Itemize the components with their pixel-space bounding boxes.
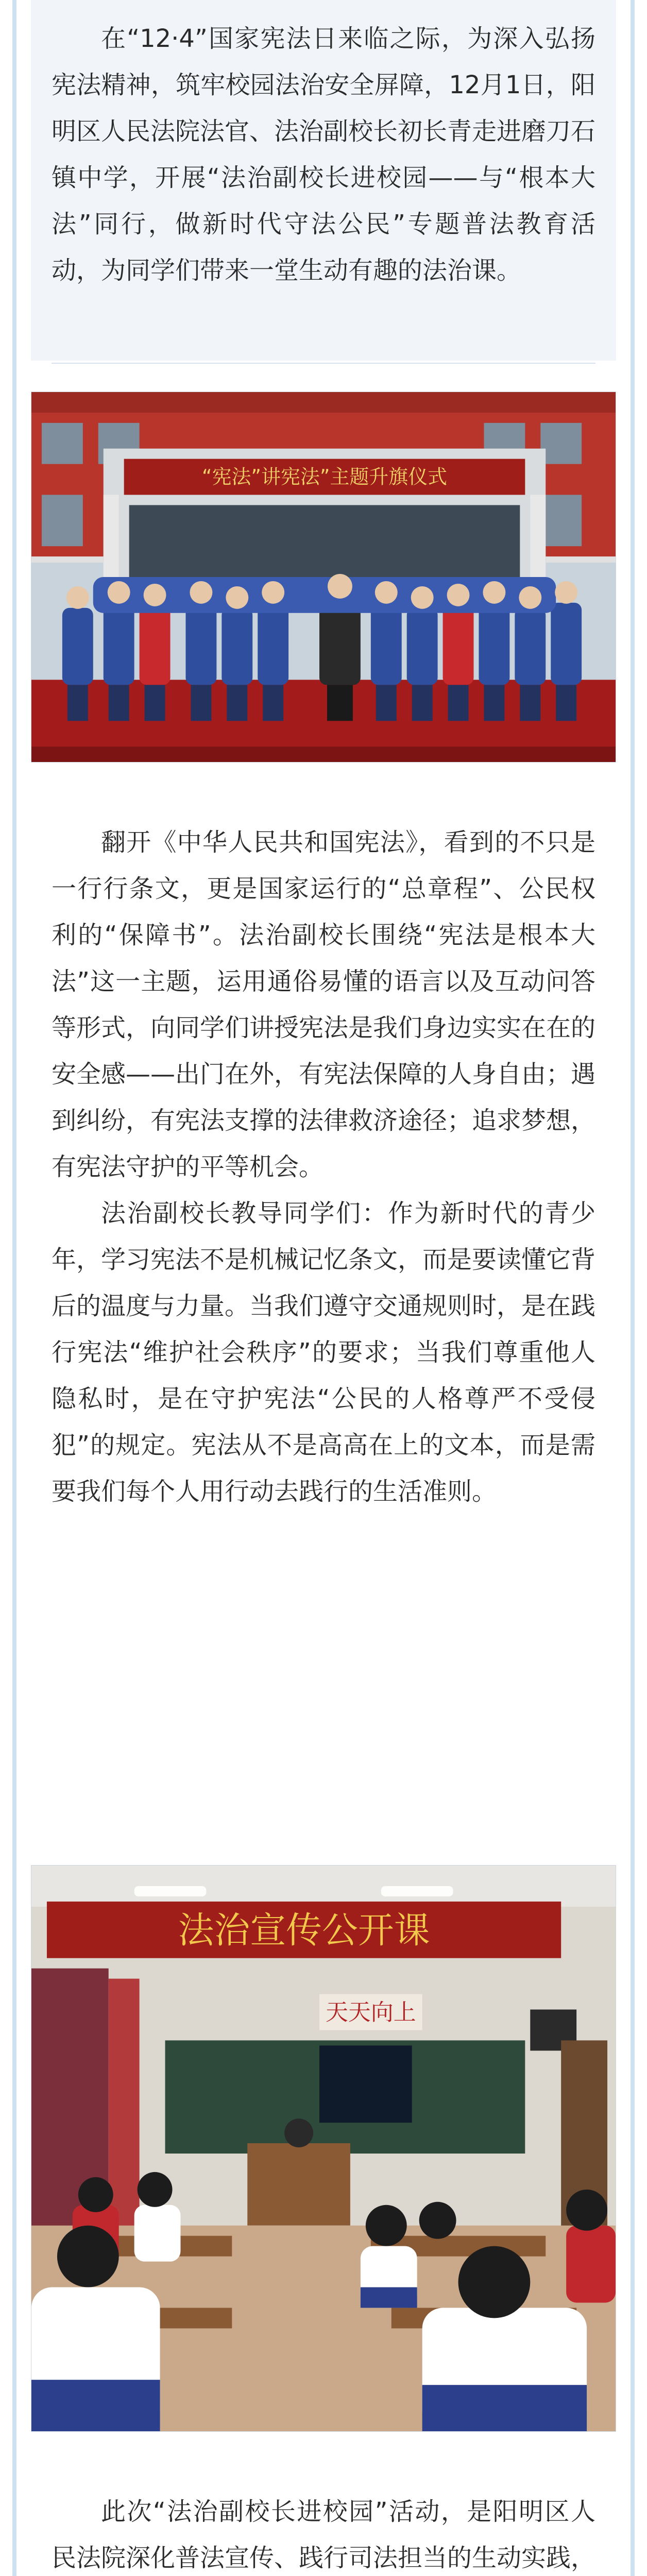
group-photo <box>31 392 616 762</box>
classroom-photo-illustration <box>31 1866 616 2431</box>
intro-block <box>31 0 616 361</box>
constitution-paragraph-2: 法治副校长教导同学们：作为新时代的青少年，学习宪法不是机械记忆条文，而是要读懂它背后的温度与力量。当我们遵守交通规则时，是在践行宪法“维护社会秩序”的要求；当我们尊重他人隐私时，是在守护宪法“公民的人格尊严不受侵犯”的规定。宪法从不是高高在上的文本，而是需要我们每个人用行动去践行的生活准则。 <box>52 1199 596 1506</box>
intro-divider <box>52 363 595 364</box>
classroom-photo <box>31 1865 616 2432</box>
photo2-slogan-text: 天天向上 <box>326 1999 416 2026</box>
intro-paragraph: 在“12·4”国家宪法日来临之际，为深入弘扬宪法精神，筑牢校园法治安全屏障，12月1日，阳明区人民法院法官、法治副校长初长青走进磨刀石镇中学，开展“法治副校长进校园——与“根本大法”同行，做新时代守法公民”专题普法教育活动，为同学们带来一堂生动有趣的法治课。 <box>52 24 596 285</box>
constitution-paragraph-1: 翻开《中华人民共和国宪法》，看到的不只是一行行条文，更是国家运行的“总章程”、公民权利的“保障书”。法治副校长围绕“宪法是根本大法”这一主题，运用通俗易懂的语言以及互动问答等形式，向同学们讲授宪法是我们身边实实在在的安全感——出门在外，有宪法保障的人身自由；遇到纠纷，有宪法支撑的法律救济途径；追求梦想，有宪法守护的平等机会。 <box>52 828 596 1181</box>
left-decorative-rail <box>12 0 16 2576</box>
closing-paragraph-1: 此次“法治副校长进校园”活动，是阳明区人民法院深化普法宣传、践行司法担当的生动实践， <box>52 2497 596 2572</box>
group-photo-illustration <box>31 392 616 762</box>
constitution-section <box>52 819 595 1515</box>
photo1-banner-text: “宪法”讲宪法”主题升旗仪式 <box>201 465 448 488</box>
right-decorative-rail <box>631 0 635 2576</box>
closing-section <box>52 2488 595 2576</box>
photo2-banner-text: 法治宣传公开课 <box>178 1909 430 1952</box>
